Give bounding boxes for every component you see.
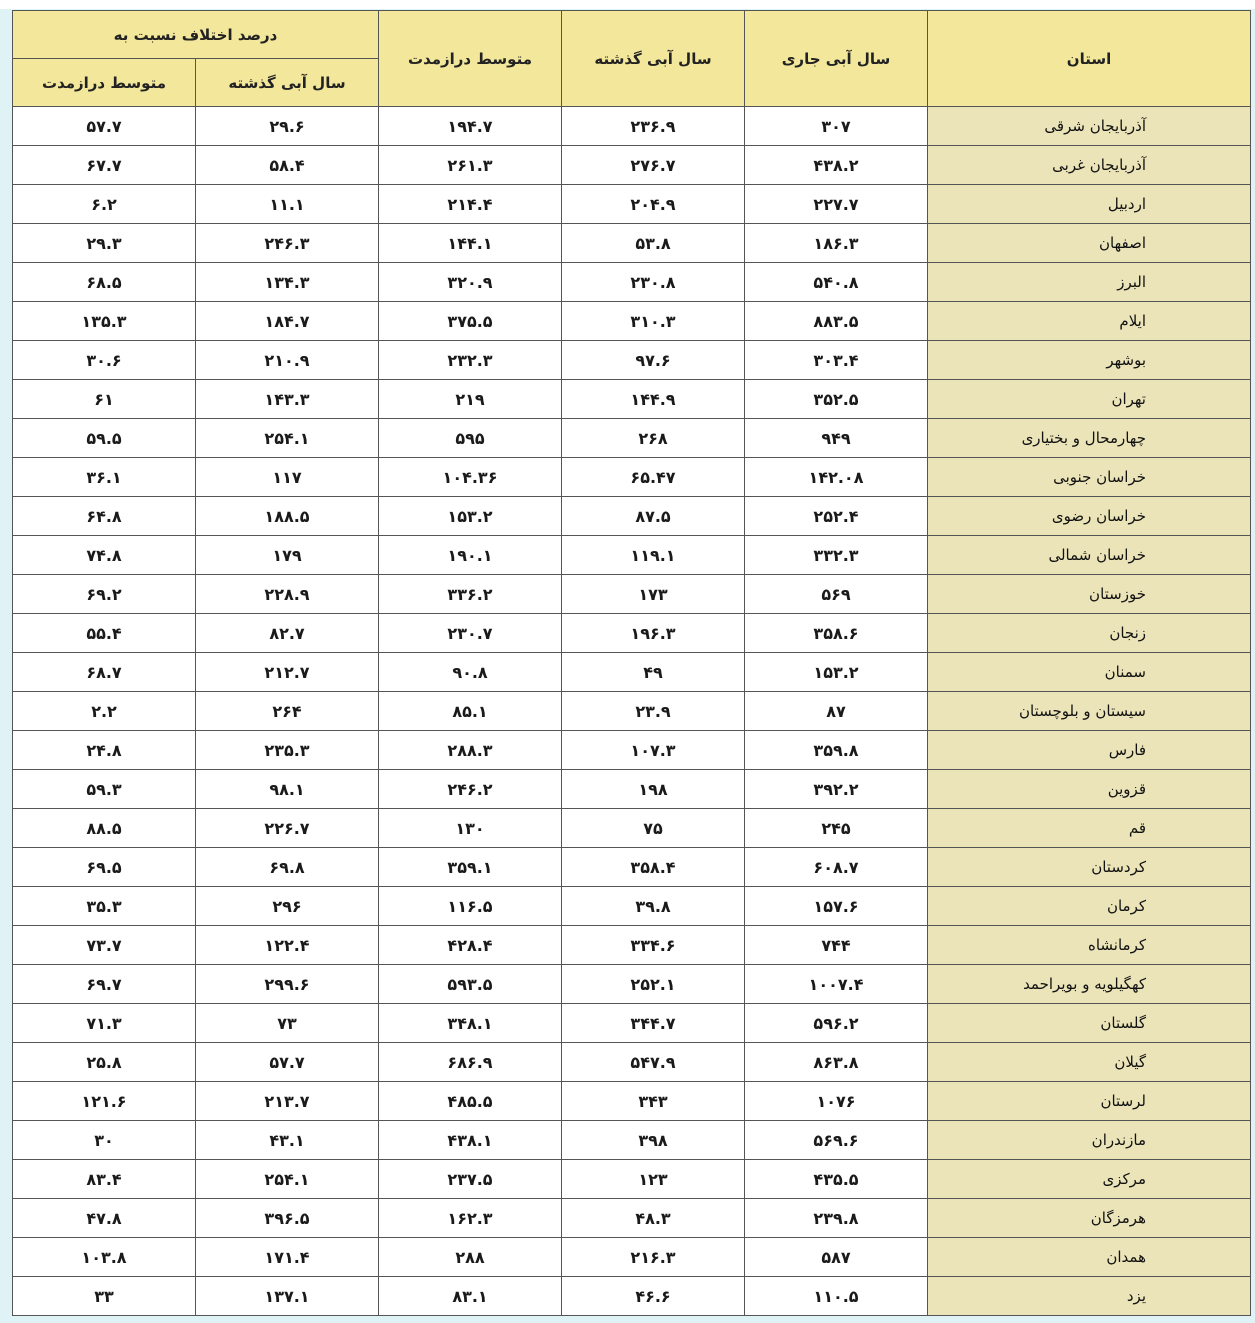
long-term-cell: ۵۹۵ xyxy=(379,419,562,458)
diff-long-term-cell: ۶۱ xyxy=(13,380,196,419)
diff-long-term-cell: ۷۳.۷ xyxy=(13,926,196,965)
header-diff-long-term: متوسط درازمدت xyxy=(13,59,196,107)
current-year-cell: ۳۵۹.۸ xyxy=(745,731,928,770)
current-year-cell: ۵۸۷ xyxy=(745,1238,928,1277)
province-cell: آذربایجان شرقی xyxy=(928,107,1251,146)
long-term-cell: ۳۲۰.۹ xyxy=(379,263,562,302)
diff-last-year-cell: ۲۱۳.۷ xyxy=(196,1082,379,1121)
diff-long-term-cell: ۶۸.۷ xyxy=(13,653,196,692)
table-header xyxy=(13,11,1251,107)
long-term-cell: ۶۸۶.۹ xyxy=(379,1043,562,1082)
long-term-cell: ۱۴۴.۱ xyxy=(379,224,562,263)
current-year-cell: ۲۲۷.۷ xyxy=(745,185,928,224)
diff-last-year-cell: ۶۹.۸ xyxy=(196,848,379,887)
long-term-cell: ۸۵.۱ xyxy=(379,692,562,731)
table-row xyxy=(13,965,1251,1004)
diff-last-year-cell: ۸۲.۷ xyxy=(196,614,379,653)
table-row xyxy=(13,1043,1251,1082)
diff-long-term-cell: ۶۹.۵ xyxy=(13,848,196,887)
table-row xyxy=(13,1199,1251,1238)
diff-last-year-cell: ۲۵۴.۱ xyxy=(196,1160,379,1199)
table-row xyxy=(13,926,1251,965)
rainfall-table xyxy=(12,10,1251,1316)
table-row xyxy=(13,731,1251,770)
table-row xyxy=(13,380,1251,419)
province-cell: اردبیل xyxy=(928,185,1251,224)
header-last-year: سال آبی گذشته xyxy=(562,11,745,107)
long-term-cell: ۲۱۹ xyxy=(379,380,562,419)
last-year-cell: ۴۹ xyxy=(562,653,745,692)
current-year-cell: ۶۰۸.۷ xyxy=(745,848,928,887)
province-cell: خراسان شمالی xyxy=(928,536,1251,575)
long-term-cell: ۴۳۸.۱ xyxy=(379,1121,562,1160)
header-row xyxy=(13,11,1251,59)
diff-long-term-cell: ۶۷.۷ xyxy=(13,146,196,185)
long-term-cell: ۲۸۸ xyxy=(379,1238,562,1277)
table-row xyxy=(13,653,1251,692)
province-cell: گلستان xyxy=(928,1004,1251,1043)
diff-last-year-cell: ۲۳۵.۳ xyxy=(196,731,379,770)
last-year-cell: ۱۰۷.۳ xyxy=(562,731,745,770)
table-row xyxy=(13,419,1251,458)
table-row xyxy=(13,887,1251,926)
table-row xyxy=(13,848,1251,887)
diff-long-term-cell: ۲.۲ xyxy=(13,692,196,731)
last-year-cell: ۴۶.۶ xyxy=(562,1277,745,1316)
table-row xyxy=(13,770,1251,809)
long-term-cell: ۱۱۶.۵ xyxy=(379,887,562,926)
diff-long-term-cell: ۱۰۳.۸ xyxy=(13,1238,196,1277)
diff-long-term-cell: ۵۹.۵ xyxy=(13,419,196,458)
province-cell: آذربایجان غربی xyxy=(928,146,1251,185)
diff-long-term-cell: ۶۹.۲ xyxy=(13,575,196,614)
diff-last-year-cell: ۵۷.۷ xyxy=(196,1043,379,1082)
province-cell: زنجان xyxy=(928,614,1251,653)
table-body xyxy=(13,107,1251,1316)
diff-long-term-cell: ۵۹.۳ xyxy=(13,770,196,809)
table-row xyxy=(13,614,1251,653)
current-year-cell: ۳۹۲.۲ xyxy=(745,770,928,809)
diff-long-term-cell: ۴۷.۸ xyxy=(13,1199,196,1238)
table-row xyxy=(13,224,1251,263)
header-diff-group: درصد اختلاف نسبت به xyxy=(13,11,379,59)
table-row xyxy=(13,263,1251,302)
current-year-cell: ۱۰۰۷.۴ xyxy=(745,965,928,1004)
diff-last-year-cell: ۲۱۰.۹ xyxy=(196,341,379,380)
diff-last-year-cell: ۲۹۹.۶ xyxy=(196,965,379,1004)
diff-last-year-cell: ۱۷۹ xyxy=(196,536,379,575)
table-row xyxy=(13,575,1251,614)
current-year-cell: ۱۸۶.۳ xyxy=(745,224,928,263)
diff-last-year-cell: ۱۸۸.۵ xyxy=(196,497,379,536)
long-term-cell: ۲۶۱.۳ xyxy=(379,146,562,185)
current-year-cell: ۸۶۳.۸ xyxy=(745,1043,928,1082)
last-year-cell: ۸۷.۵ xyxy=(562,497,745,536)
long-term-cell: ۲۳۷.۵ xyxy=(379,1160,562,1199)
current-year-cell: ۵۴۰.۸ xyxy=(745,263,928,302)
current-year-cell: ۴۳۵.۵ xyxy=(745,1160,928,1199)
long-term-cell: ۱۹۴.۷ xyxy=(379,107,562,146)
diff-last-year-cell: ۲۵۴.۱ xyxy=(196,419,379,458)
diff-long-term-cell: ۶.۲ xyxy=(13,185,196,224)
diff-last-year-cell: ۲۲۸.۹ xyxy=(196,575,379,614)
last-year-cell: ۱۴۴.۹ xyxy=(562,380,745,419)
province-cell: بوشهر xyxy=(928,341,1251,380)
current-year-cell: ۴۳۸.۲ xyxy=(745,146,928,185)
diff-last-year-cell: ۲۹.۶ xyxy=(196,107,379,146)
province-cell: کردستان xyxy=(928,848,1251,887)
diff-last-year-cell: ۵۸.۴ xyxy=(196,146,379,185)
current-year-cell: ۷۴۴ xyxy=(745,926,928,965)
province-cell: قزوین xyxy=(928,770,1251,809)
last-year-cell: ۷۵ xyxy=(562,809,745,848)
header-long-term: متوسط درازمدت xyxy=(379,11,562,107)
province-cell: لرستان xyxy=(928,1082,1251,1121)
diff-last-year-cell: ۱۳۷.۱ xyxy=(196,1277,379,1316)
diff-long-term-cell: ۷۴.۸ xyxy=(13,536,196,575)
last-year-cell: ۲۷۶.۷ xyxy=(562,146,745,185)
table-row xyxy=(13,1121,1251,1160)
current-year-cell: ۵۹۶.۲ xyxy=(745,1004,928,1043)
last-year-cell: ۴۸.۳ xyxy=(562,1199,745,1238)
table-row xyxy=(13,1082,1251,1121)
long-term-cell: ۴۲۸.۴ xyxy=(379,926,562,965)
table-row xyxy=(13,1004,1251,1043)
last-year-cell: ۲۰۴.۹ xyxy=(562,185,745,224)
current-year-cell: ۱۵۳.۲ xyxy=(745,653,928,692)
province-cell: البرز xyxy=(928,263,1251,302)
table-row xyxy=(13,1277,1251,1316)
diff-long-term-cell: ۲۴.۸ xyxy=(13,731,196,770)
last-year-cell: ۳۹.۸ xyxy=(562,887,745,926)
province-cell: یزد xyxy=(928,1277,1251,1316)
diff-last-year-cell: ۱۱.۱ xyxy=(196,185,379,224)
province-cell: مرکزی xyxy=(928,1160,1251,1199)
long-term-cell: ۵۹۳.۵ xyxy=(379,965,562,1004)
table-row xyxy=(13,809,1251,848)
last-year-cell: ۲۳.۹ xyxy=(562,692,745,731)
province-cell: گیلان xyxy=(928,1043,1251,1082)
diff-last-year-cell: ۷۳ xyxy=(196,1004,379,1043)
diff-last-year-cell: ۱۲۲.۴ xyxy=(196,926,379,965)
last-year-cell: ۳۱۰.۳ xyxy=(562,302,745,341)
last-year-cell: ۱۹۸ xyxy=(562,770,745,809)
table-row xyxy=(13,1160,1251,1199)
diff-last-year-cell: ۳۹۶.۵ xyxy=(196,1199,379,1238)
current-year-cell: ۳۵۸.۶ xyxy=(745,614,928,653)
diff-last-year-cell: ۲۶۴ xyxy=(196,692,379,731)
last-year-cell: ۵۳.۸ xyxy=(562,224,745,263)
table-row xyxy=(13,146,1251,185)
province-cell: کرمانشاه xyxy=(928,926,1251,965)
header-province: استان xyxy=(928,11,1251,107)
diff-long-term-cell: ۶۸.۵ xyxy=(13,263,196,302)
diff-long-term-cell: ۷۱.۳ xyxy=(13,1004,196,1043)
current-year-cell: ۳۵۲.۵ xyxy=(745,380,928,419)
current-year-cell: ۱۰۷۶ xyxy=(745,1082,928,1121)
diff-last-year-cell: ۲۴۶.۳ xyxy=(196,224,379,263)
province-cell: فارس xyxy=(928,731,1251,770)
diff-last-year-cell: ۱۸۴.۷ xyxy=(196,302,379,341)
long-term-cell: ۱۰۴.۳۶ xyxy=(379,458,562,497)
diff-long-term-cell: ۲۵.۸ xyxy=(13,1043,196,1082)
diff-long-term-cell: ۳۶.۱ xyxy=(13,458,196,497)
long-term-cell: ۴۸۵.۵ xyxy=(379,1082,562,1121)
province-cell: ایلام xyxy=(928,302,1251,341)
current-year-cell: ۸۷ xyxy=(745,692,928,731)
province-cell: خوزستان xyxy=(928,575,1251,614)
current-year-cell: ۲۴۵ xyxy=(745,809,928,848)
diff-last-year-cell: ۹۸.۱ xyxy=(196,770,379,809)
diff-last-year-cell: ۲۹۶ xyxy=(196,887,379,926)
long-term-cell: ۳۵۹.۱ xyxy=(379,848,562,887)
long-term-cell: ۲۸۸.۳ xyxy=(379,731,562,770)
diff-last-year-cell: ۱۴۳.۳ xyxy=(196,380,379,419)
last-year-cell: ۲۱۶.۳ xyxy=(562,1238,745,1277)
province-cell: خراسان جنوبی xyxy=(928,458,1251,497)
province-cell: همدان xyxy=(928,1238,1251,1277)
long-term-cell: ۱۹۰.۱ xyxy=(379,536,562,575)
table-row xyxy=(13,458,1251,497)
last-year-cell: ۲۶۸ xyxy=(562,419,745,458)
last-year-cell: ۳۳۴.۶ xyxy=(562,926,745,965)
diff-long-term-cell: ۶۹.۷ xyxy=(13,965,196,1004)
table-row xyxy=(13,536,1251,575)
current-year-cell: ۳۰۳.۴ xyxy=(745,341,928,380)
current-year-cell: ۱۴۲.۰۸ xyxy=(745,458,928,497)
last-year-cell: ۱۹۶.۳ xyxy=(562,614,745,653)
last-year-cell: ۱۱۹.۱ xyxy=(562,536,745,575)
current-year-cell: ۱۱۰.۵ xyxy=(745,1277,928,1316)
table-row xyxy=(13,302,1251,341)
diff-long-term-cell: ۵۷.۷ xyxy=(13,107,196,146)
header-current-year: سال آبی جاری xyxy=(745,11,928,107)
last-year-cell: ۳۵۸.۴ xyxy=(562,848,745,887)
diff-last-year-cell: ۲۲۶.۷ xyxy=(196,809,379,848)
province-cell: سیستان و بلوچستان xyxy=(928,692,1251,731)
current-year-cell: ۳۰۷ xyxy=(745,107,928,146)
diff-long-term-cell: ۵۵.۴ xyxy=(13,614,196,653)
province-cell: کرمان xyxy=(928,887,1251,926)
diff-last-year-cell: ۱۳۴.۳ xyxy=(196,263,379,302)
current-year-cell: ۲۳۹.۸ xyxy=(745,1199,928,1238)
current-year-cell: ۵۶۹ xyxy=(745,575,928,614)
diff-last-year-cell: ۱۱۷ xyxy=(196,458,379,497)
last-year-cell: ۶۵.۴۷ xyxy=(562,458,745,497)
last-year-cell: ۲۵۲.۱ xyxy=(562,965,745,1004)
table-row xyxy=(13,692,1251,731)
last-year-cell: ۳۹۸ xyxy=(562,1121,745,1160)
diff-long-term-cell: ۶۴.۸ xyxy=(13,497,196,536)
last-year-cell: ۲۳۶.۹ xyxy=(562,107,745,146)
province-cell: قم xyxy=(928,809,1251,848)
province-cell: هرمزگان xyxy=(928,1199,1251,1238)
diff-last-year-cell: ۴۳.۱ xyxy=(196,1121,379,1160)
long-term-cell: ۲۳۰.۷ xyxy=(379,614,562,653)
long-term-cell: ۱۳۰ xyxy=(379,809,562,848)
diff-last-year-cell: ۱۷۱.۴ xyxy=(196,1238,379,1277)
header-diff-last-year: سال آبی گذشته xyxy=(196,59,379,107)
last-year-cell: ۱۲۳ xyxy=(562,1160,745,1199)
current-year-cell: ۲۵۲.۴ xyxy=(745,497,928,536)
province-cell: سمنان xyxy=(928,653,1251,692)
last-year-cell: ۲۳۰.۸ xyxy=(562,263,745,302)
current-year-cell: ۸۸۳.۵ xyxy=(745,302,928,341)
diff-long-term-cell: ۸۳.۴ xyxy=(13,1160,196,1199)
last-year-cell: ۳۴۴.۷ xyxy=(562,1004,745,1043)
diff-long-term-cell: ۳۰ xyxy=(13,1121,196,1160)
table-row xyxy=(13,497,1251,536)
last-year-cell: ۵۴۷.۹ xyxy=(562,1043,745,1082)
table-row xyxy=(13,107,1251,146)
province-cell: چهارمحال و بختیاری xyxy=(928,419,1251,458)
last-year-cell: ۳۴۳ xyxy=(562,1082,745,1121)
long-term-cell: ۳۷۵.۵ xyxy=(379,302,562,341)
long-term-cell: ۲۴۶.۲ xyxy=(379,770,562,809)
long-term-cell: ۸۳.۱ xyxy=(379,1277,562,1316)
long-term-cell: ۳۳۶.۲ xyxy=(379,575,562,614)
diff-long-term-cell: ۱۳۵.۳ xyxy=(13,302,196,341)
long-term-cell: ۳۴۸.۱ xyxy=(379,1004,562,1043)
table-row xyxy=(13,341,1251,380)
table-row xyxy=(13,185,1251,224)
province-cell: مازندران xyxy=(928,1121,1251,1160)
diff-long-term-cell: ۳۰.۶ xyxy=(13,341,196,380)
diff-long-term-cell: ۳۵.۳ xyxy=(13,887,196,926)
long-term-cell: ۲۱۴.۴ xyxy=(379,185,562,224)
long-term-cell: ۱۵۳.۲ xyxy=(379,497,562,536)
last-year-cell: ۹۷.۶ xyxy=(562,341,745,380)
top-strip xyxy=(0,0,1255,9)
diff-long-term-cell: ۳۳ xyxy=(13,1277,196,1316)
current-year-cell: ۹۴۹ xyxy=(745,419,928,458)
long-term-cell: ۱۶۲.۳ xyxy=(379,1199,562,1238)
long-term-cell: ۲۳۲.۳ xyxy=(379,341,562,380)
diff-last-year-cell: ۲۱۲.۷ xyxy=(196,653,379,692)
current-year-cell: ۱۵۷.۶ xyxy=(745,887,928,926)
current-year-cell: ۵۶۹.۶ xyxy=(745,1121,928,1160)
current-year-cell: ۳۳۲.۳ xyxy=(745,536,928,575)
diff-long-term-cell: ۱۲۱.۶ xyxy=(13,1082,196,1121)
long-term-cell: ۹۰.۸ xyxy=(379,653,562,692)
province-cell: کهگیلویه و بویراحمد xyxy=(928,965,1251,1004)
table-row xyxy=(13,1238,1251,1277)
province-cell: تهران xyxy=(928,380,1251,419)
diff-long-term-cell: ۸۸.۵ xyxy=(13,809,196,848)
province-cell: اصفهان xyxy=(928,224,1251,263)
diff-long-term-cell: ۲۹.۳ xyxy=(13,224,196,263)
province-cell: خراسان رضوی xyxy=(928,497,1251,536)
last-year-cell: ۱۷۳ xyxy=(562,575,745,614)
